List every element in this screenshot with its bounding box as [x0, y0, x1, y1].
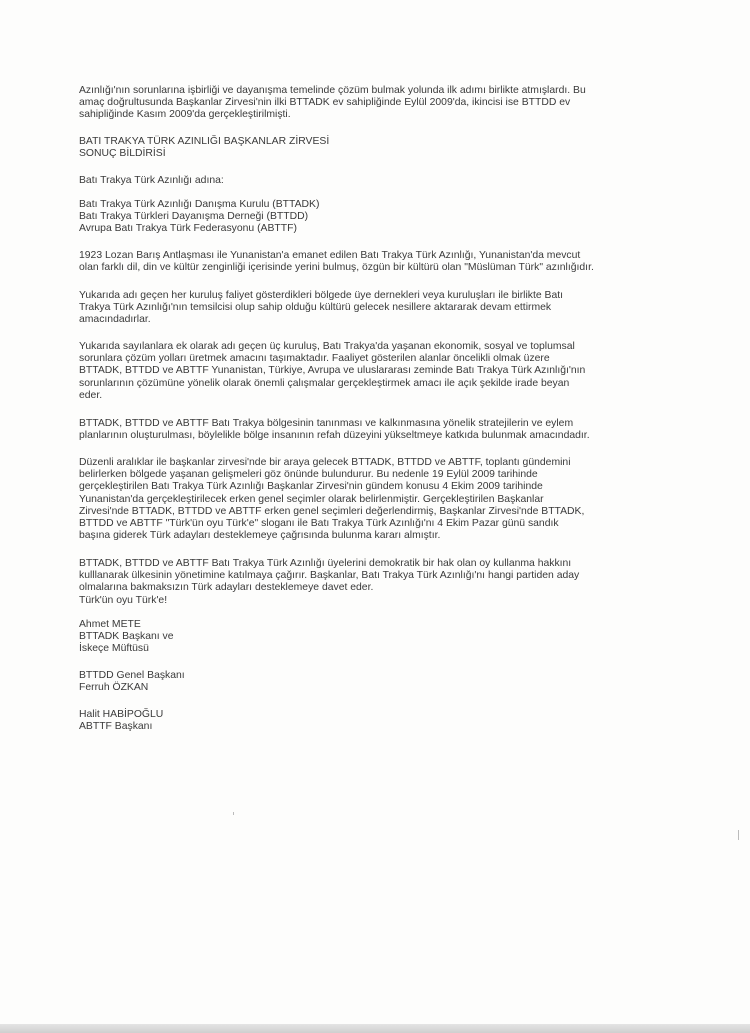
scan-speck — [233, 812, 234, 815]
line: Yukarıda adı geçen her kuruluş faliyet gösterdikleri bölgede üye dernekleri veya kuruluşları ile birlikte Batı — [79, 290, 564, 301]
paragraph-4 — [79, 418, 590, 442]
line: gerçekleştirilen Batı Trakya Türk Azınlığı Başkanlar Zirvesi'nin gündem konusu 4 Ekim 2009 tarihinde — [79, 481, 543, 493]
on-behalf — [79, 175, 224, 187]
signature-2 — [79, 670, 185, 694]
signatory-name: Ferruh ÖZKAN — [79, 682, 149, 694]
title-line: SONUÇ BİLDİRİSİ — [79, 148, 166, 160]
organization: Batı Trakya Türkleri Dayanışma Derneği (BTTDD) — [79, 211, 309, 223]
line: Düzenli aralıklar ile başkanlar zirvesi'nde bir araya gelecek BTTADK, BTTDD ve ABTTF, toplantı gündemini — [79, 457, 571, 468]
line: Batı Trakya Türk Azınlığı adına: — [79, 175, 224, 186]
slogan: Türk'ün oyu Türk'e! — [79, 594, 168, 606]
paragraph-5 — [79, 457, 584, 542]
signatory-title: BTTADK Başkanı ve — [79, 631, 174, 643]
signatory-title: ABTTF Başkanı — [79, 721, 153, 733]
line: başına giderek Türk adayları desteklemeye çağrısında bulunma kararı almıştır. — [79, 530, 441, 542]
line: belirlerken bölgede yaşanan gelişmeleri göz önünde bulundurur. Bu nedenle 19 Eylül 2009 tarihinde — [79, 469, 538, 481]
line: Yukarıda sayılanlara ek olarak adı geçen üç kuruluş, Batı Trakya'da yaşanan ekonomik, sosyal ve toplumsal — [79, 341, 575, 352]
line: BTTADK, BTTDD ve ABTTF Batı Trakya bölgesinin tanınması ve kalkınmasına yönelik stratejilerin ve eylem — [79, 418, 574, 429]
signatory-name: Ahmet METE — [79, 619, 141, 630]
paragraph-3 — [79, 341, 585, 402]
line: Azınlığı'nın sorunlarına işbirliği ve dayanışma temelinde çözüm bulmak yolunda ilk adımı birlikte atmışlardı. Bu — [79, 85, 586, 96]
title-line: BATI TRAKYA TÜRK AZINLIĞI BAŞKANLAR ZİRVESİ — [79, 136, 330, 147]
line: sahipliğinde Kasım 2009'da gerçekleştirilmişti. — [79, 109, 291, 121]
line: amaç doğrultusunda Başkanlar Zirvesi'nin ilki BTTADK ev sahipliğinde Eylül 2009'da, ikincisi ise BTTDD ev — [79, 97, 571, 109]
paragraph-1 — [79, 250, 594, 274]
line: Yunanistan'da gerçekleştirilecek erken genel seçimler olarak belirlenmiştir. Gerçekleştirilen Başkanlar — [79, 493, 544, 505]
line: 1923 Lozan Barış Antlaşması ile Yunanistan'a emanet edilen Batı Trakya Türk Azınlığı, Yunanistan'da mevcut — [79, 250, 581, 261]
line: eder. — [79, 389, 103, 401]
organization: Batı Trakya Türk Azınlığı Danışma Kurulu (BTTADK) — [79, 199, 320, 210]
line: olan farklı dil, din ve kültür zenginliği içerisinde yerini bulmuş, özgün bir kültürü olan "Müslüman Türk" azınlığıdır. — [79, 262, 594, 274]
line: BTTADK, BTTDD ve ABTTF Batı Trakya Türk Azınlığı üyelerini demokratik bir hak olan oy kullanma hakkını — [79, 558, 572, 569]
intro-paragraph — [79, 85, 586, 122]
signatory-title: BTTDD Genel Başkanı — [79, 670, 185, 681]
scan-speck — [738, 830, 739, 840]
signatory-title: İskeçe Müftüsü — [79, 643, 149, 655]
line: BTTDD ve ABTTF "Türk'ün oyu Türk'e" sloganı ile Batı Trakya Türk Azınlığı'nı 4 Ekim Pazar günü sandık — [79, 517, 559, 529]
paragraph-2 — [79, 290, 563, 327]
line: Zirvesi'nde BTTADK, BTTDD ve ABTTF erken genel seçimleri değerlendirmiş, Başkanlar Zirvesi'nde BTTADK, — [79, 505, 585, 517]
paragraph-6 — [79, 558, 579, 607]
line: Trakya Türk Azınlığı'nın temsilcisi olup sahip olduğu kültürü gelecek nesillere aktararak devam ettirmek — [79, 302, 552, 314]
scan-bottom-edge — [0, 1024, 750, 1033]
signatory-name: Halit HABİPOĞLU — [79, 709, 164, 720]
line: olmalarına bakmaksızın Türk adayları desteklemeye davet eder. — [79, 582, 374, 594]
document-title — [79, 136, 329, 160]
line: BTTADK, BTTDD ve ABTTF Yunanistan, Türkiye, Avrupa ve uluslararası zeminde Batı Trakya Türk Azınlığı'nın — [79, 365, 586, 377]
organizations-list — [79, 199, 319, 236]
line: sorunlara çözüm yolları üretmek amacını taşımaktadır. Faaliyet gösterilen alanlar öncelikli olmak üzere — [79, 353, 550, 365]
signature-1 — [79, 619, 174, 656]
line: planlarının oluşturulması, böylelikle bölge insanının refah düzeyini yükseltmeye katkıda bulunmak amacındadır. — [79, 430, 590, 442]
organization: Avrupa Batı Trakya Türk Federasyonu (ABTTF) — [79, 223, 297, 235]
signature-3 — [79, 709, 163, 733]
line: kulllanarak ülkesinin yönetimine katılmaya çağırır. Başkanlar, Batı Trakya Türk Azınlığı'nı hangi partiden aday — [79, 570, 580, 582]
line: amacındadırlar. — [79, 314, 151, 326]
line: sorunlarının çözümüne yönelik olarak önemli çalışmalar gerçekleştirmek amacı ile açık şekilde irade beyan — [79, 377, 570, 389]
